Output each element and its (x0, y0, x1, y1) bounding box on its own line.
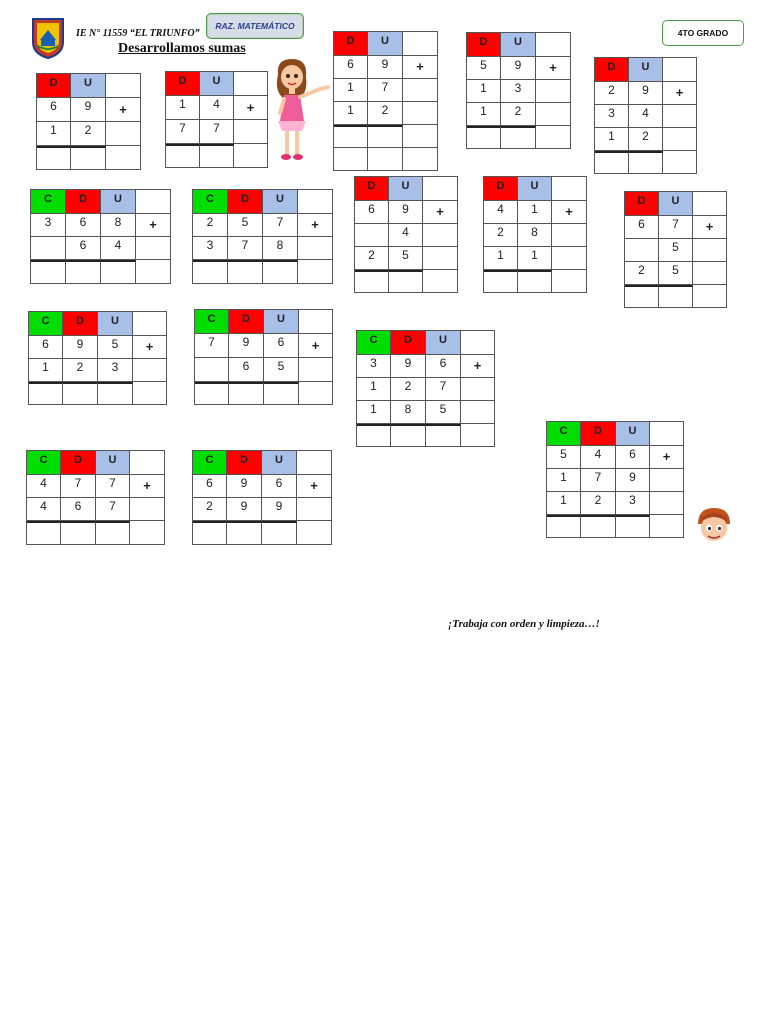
plus-sign: + (650, 446, 684, 469)
addition-exercise[interactable] (546, 421, 684, 538)
answer-cell[interactable] (501, 126, 536, 149)
addend-digit: 2 (391, 378, 426, 401)
empty-cell (552, 247, 587, 270)
answer-cell[interactable] (616, 515, 650, 538)
addend-digit: 8 (518, 224, 552, 247)
addend-digit: 5 (228, 214, 263, 237)
operator-cell (403, 32, 438, 56)
empty-cell (136, 260, 171, 284)
addend-digit: 7 (200, 120, 234, 144)
operator-cell (106, 74, 141, 98)
empty-cell (130, 498, 165, 521)
answer-cell[interactable] (518, 270, 552, 293)
place-value-header-U: U (263, 190, 298, 214)
answer-cell[interactable] (547, 515, 581, 538)
place-value-header-D: D (229, 310, 264, 334)
addition-exercise[interactable] (194, 309, 333, 405)
operator-cell (663, 58, 697, 82)
answer-cell[interactable] (31, 260, 66, 284)
addend-digit: 3 (31, 214, 66, 237)
plus-sign: + (552, 201, 587, 224)
addition-exercise[interactable] (192, 450, 332, 545)
answer-cell[interactable] (625, 285, 659, 308)
empty-cell (693, 239, 727, 262)
addend-digit: 9 (391, 355, 426, 378)
empty-cell (403, 102, 438, 125)
addend-digit: 2 (629, 128, 663, 151)
girl-pointing-illustration (270, 55, 332, 163)
addend-digit: 6 (29, 336, 63, 359)
addend-digit (625, 239, 659, 262)
addend-digit: 1 (467, 80, 501, 103)
answer-cell[interactable] (262, 521, 297, 545)
addend-digit: 3 (595, 105, 629, 128)
empty-cell (650, 515, 684, 538)
place-value-header-U: U (426, 331, 461, 355)
answer-cell[interactable] (27, 521, 61, 545)
addend-digit: 9 (262, 498, 297, 521)
addend-digit: 4 (27, 475, 61, 498)
school-name: IE N° 11559 “EL TRIUNFO” (76, 28, 200, 39)
addend-digit: 7 (195, 334, 229, 358)
place-value-header-U: U (200, 72, 234, 96)
place-value-header-D: D (61, 451, 96, 475)
addend-digit: 1 (334, 79, 368, 102)
addend-digit: 1 (547, 492, 581, 515)
empty-cell (368, 148, 403, 171)
addend-digit: 6 (625, 216, 659, 239)
addend-digit: 2 (581, 492, 616, 515)
plus-sign: + (130, 475, 165, 498)
addend-digit: 6 (355, 201, 389, 224)
place-value-header-D: D (166, 72, 200, 96)
place-value-header-U: U (71, 74, 106, 98)
addend-digit: 2 (501, 103, 536, 126)
empty-cell (536, 126, 571, 149)
plus-sign: + (693, 216, 727, 239)
empty-cell (133, 382, 167, 405)
addend-digit (31, 237, 66, 260)
operator-cell (234, 72, 268, 96)
addend-digit: 8 (391, 401, 426, 424)
plus-sign: + (663, 82, 697, 105)
place-value-header-D: D (66, 190, 101, 214)
operator-cell (461, 331, 495, 355)
operator-cell (133, 312, 167, 336)
addend-digit: 6 (334, 56, 368, 79)
addend-digit: 4 (389, 224, 423, 247)
place-value-header-C: C (31, 190, 66, 214)
addend-digit: 1 (334, 102, 368, 125)
empty-cell (234, 144, 268, 168)
answer-cell[interactable] (71, 146, 106, 170)
addend-digit: 1 (467, 103, 501, 126)
answer-cell[interactable] (629, 151, 663, 174)
addend-digit: 3 (357, 355, 391, 378)
operator-cell (298, 190, 333, 214)
footer-message: ¡Trabaja con orden y limpieza…! (448, 618, 600, 630)
addend-digit: 7 (166, 120, 200, 144)
empty-cell (663, 151, 697, 174)
empty-cell (130, 521, 165, 545)
empty-cell (136, 237, 171, 260)
empty-cell (133, 359, 167, 382)
place-value-header-U: U (262, 451, 297, 475)
addend-digit: 3 (193, 237, 228, 260)
empty-cell (298, 237, 333, 260)
empty-cell (693, 285, 727, 308)
answer-cell[interactable] (200, 144, 234, 168)
addend-digit: 6 (264, 334, 299, 358)
addend-digit: 9 (501, 57, 536, 80)
place-value-header-U: U (629, 58, 663, 82)
operator-cell (552, 177, 587, 201)
empty-cell (299, 382, 333, 405)
addend-digit: 5 (659, 239, 693, 262)
addition-exercise[interactable] (483, 176, 587, 293)
place-value-header-D: D (37, 74, 71, 98)
addend-digit: 6 (66, 237, 101, 260)
addend-digit: 6 (66, 214, 101, 237)
addend-digit: 8 (263, 237, 298, 260)
addend-digit: 5 (547, 446, 581, 469)
place-value-header-U: U (518, 177, 552, 201)
place-value-header-D: D (63, 312, 98, 336)
place-value-header-U: U (659, 192, 693, 216)
empty-cell (423, 247, 458, 270)
place-value-header-U: U (101, 190, 136, 214)
place-value-header-D: D (484, 177, 518, 201)
addend-digit: 5 (426, 401, 461, 424)
operator-cell (299, 310, 333, 334)
addition-exercise[interactable] (26, 450, 165, 545)
addend-digit: 9 (616, 469, 650, 492)
empty-cell (106, 122, 141, 146)
place-value-header-U: U (98, 312, 133, 336)
answer-cell[interactable] (37, 146, 71, 170)
addend-digit: 5 (264, 358, 299, 382)
addend-digit: 9 (227, 475, 262, 498)
addend-digit: 7 (426, 378, 461, 401)
place-value-header-U: U (368, 32, 403, 56)
answer-cell[interactable] (355, 270, 389, 293)
place-value-header-D: D (595, 58, 629, 82)
empty-cell (461, 401, 495, 424)
answer-cell[interactable] (426, 424, 461, 447)
answer-cell[interactable] (195, 382, 229, 405)
addend-digit: 6 (193, 475, 227, 498)
place-value-header-U: U (96, 451, 130, 475)
place-value-header-D: D (625, 192, 659, 216)
addend-digit: 7 (61, 475, 96, 498)
answer-cell[interactable] (61, 521, 96, 545)
answer-cell[interactable] (368, 125, 403, 148)
addend-digit: 9 (63, 336, 98, 359)
addition-exercise[interactable] (165, 71, 268, 168)
addend-digit: 7 (263, 214, 298, 237)
addend-digit: 6 (426, 355, 461, 378)
addend-digit: 1 (166, 96, 200, 120)
addend-digit: 1 (29, 359, 63, 382)
addend-digit: 6 (616, 446, 650, 469)
addend-digit: 2 (193, 214, 228, 237)
addend-digit: 6 (61, 498, 96, 521)
answer-cell[interactable] (391, 424, 426, 447)
addition-exercise[interactable] (28, 311, 167, 405)
place-value-header-D: D (334, 32, 368, 56)
empty-cell (403, 79, 438, 102)
addend-digit: 4 (581, 446, 616, 469)
answer-cell[interactable] (166, 144, 200, 168)
addend-digit: 9 (629, 82, 663, 105)
empty-cell (693, 262, 727, 285)
addend-digit: 8 (101, 214, 136, 237)
answer-cell[interactable] (264, 382, 299, 405)
empty-cell (299, 358, 333, 382)
empty-cell (403, 148, 438, 171)
answer-cell[interactable] (229, 382, 264, 405)
answer-cell[interactable] (595, 151, 629, 174)
place-value-header-U: U (616, 422, 650, 446)
addend-digit: 1 (595, 128, 629, 151)
answer-cell[interactable] (581, 515, 616, 538)
addend-digit: 4 (200, 96, 234, 120)
place-value-header-U: U (389, 177, 423, 201)
addend-digit (195, 358, 229, 382)
place-value-header-U: U (501, 33, 536, 57)
addend-digit: 3 (98, 359, 133, 382)
answer-cell[interactable] (334, 125, 368, 148)
empty-cell (650, 469, 684, 492)
empty-cell (461, 378, 495, 401)
answer-cell[interactable] (659, 285, 693, 308)
operator-cell (650, 422, 684, 446)
answer-cell[interactable] (193, 260, 228, 284)
boy-illustration (692, 506, 738, 544)
addend-digit: 2 (368, 102, 403, 125)
empty-cell (334, 148, 368, 171)
addend-digit: 9 (227, 498, 262, 521)
empty-cell (650, 492, 684, 515)
answer-cell[interactable] (467, 126, 501, 149)
page-title: Desarrollamos sumas (118, 41, 246, 56)
place-value-header-D: D (355, 177, 389, 201)
addend-digit: 5 (98, 336, 133, 359)
addend-digit: 7 (581, 469, 616, 492)
addend-digit: 9 (71, 98, 106, 122)
addend-digit: 9 (389, 201, 423, 224)
place-value-header-U: U (264, 310, 299, 334)
addend-digit: 2 (484, 224, 518, 247)
place-value-header-D: D (391, 331, 426, 355)
addend-digit: 1 (484, 247, 518, 270)
addend-digit: 2 (625, 262, 659, 285)
answer-cell[interactable] (227, 521, 262, 545)
empty-cell (552, 270, 587, 293)
empty-cell (297, 521, 332, 545)
operator-cell (423, 177, 458, 201)
place-value-header-C: C (193, 190, 228, 214)
addend-digit: 9 (229, 334, 264, 358)
addend-digit: 3 (616, 492, 650, 515)
addition-exercise[interactable] (356, 330, 495, 447)
place-value-header-C: C (193, 451, 227, 475)
addend-digit: 2 (595, 82, 629, 105)
addend-digit: 6 (229, 358, 264, 382)
operator-cell (536, 33, 571, 57)
addition-exercise[interactable] (624, 191, 727, 308)
addend-digit: 4 (629, 105, 663, 128)
addend-digit: 6 (37, 98, 71, 122)
addition-exercise[interactable] (594, 57, 697, 174)
empty-cell (298, 260, 333, 284)
addition-exercise[interactable] (30, 189, 171, 284)
place-value-header-C: C (29, 312, 63, 336)
addition-exercise[interactable] (354, 176, 458, 293)
addend-digit: 2 (63, 359, 98, 382)
empty-cell (552, 224, 587, 247)
answer-cell[interactable] (263, 260, 298, 284)
addend-digit: 7 (96, 475, 130, 498)
plus-sign: + (536, 57, 571, 80)
operator-cell (297, 451, 332, 475)
operator-cell (130, 451, 165, 475)
empty-cell (234, 120, 268, 144)
addend-digit: 1 (357, 401, 391, 424)
place-value-header-C: C (547, 422, 581, 446)
place-value-header-C: C (195, 310, 229, 334)
addend-digit: 3 (501, 80, 536, 103)
empty-cell (106, 146, 141, 170)
addend-digit: 1 (518, 247, 552, 270)
answer-cell[interactable] (96, 521, 130, 545)
place-value-header-D: D (228, 190, 263, 214)
addend-digit: 5 (659, 262, 693, 285)
empty-cell (663, 128, 697, 151)
plus-sign: + (136, 214, 171, 237)
addition-exercise[interactable] (466, 32, 571, 149)
answer-cell[interactable] (101, 260, 136, 284)
answer-cell[interactable] (63, 382, 98, 405)
addend-digit: 4 (27, 498, 61, 521)
addition-exercise[interactable] (36, 73, 141, 170)
grade-badge: 4TO GRADO (662, 20, 744, 46)
addend-digit: 2 (355, 247, 389, 270)
subject-badge: RAZ. MATEMÁTICO (206, 13, 304, 39)
addend-digit: 6 (262, 475, 297, 498)
plus-sign: + (106, 98, 141, 122)
empty-cell (536, 103, 571, 126)
place-value-header-C: C (27, 451, 61, 475)
answer-cell[interactable] (484, 270, 518, 293)
place-value-header-D: D (227, 451, 262, 475)
plus-sign: + (133, 336, 167, 359)
addend-digit: 1 (357, 378, 391, 401)
school-crest-icon (30, 16, 66, 60)
addend-digit (355, 224, 389, 247)
answer-cell[interactable] (228, 260, 263, 284)
plus-sign: + (299, 334, 333, 358)
addend-digit: 4 (484, 201, 518, 224)
addend-digit: 4 (101, 237, 136, 260)
addend-digit: 5 (467, 57, 501, 80)
plus-sign: + (234, 96, 268, 120)
addend-digit: 7 (368, 79, 403, 102)
empty-cell (297, 498, 332, 521)
empty-cell (423, 270, 458, 293)
addition-exercise[interactable] (192, 189, 333, 284)
answer-cell[interactable] (29, 382, 63, 405)
addend-digit: 5 (389, 247, 423, 270)
addend-digit: 1 (37, 122, 71, 146)
plus-sign: + (403, 56, 438, 79)
addend-digit: 7 (228, 237, 263, 260)
answer-cell[interactable] (66, 260, 101, 284)
answer-cell[interactable] (193, 521, 227, 545)
answer-cell[interactable] (98, 382, 133, 405)
empty-cell (403, 125, 438, 148)
empty-cell (536, 80, 571, 103)
addend-digit: 7 (96, 498, 130, 521)
addition-exercise[interactable] (333, 31, 438, 171)
addend-digit: 2 (193, 498, 227, 521)
place-value-header-D: D (581, 422, 616, 446)
plus-sign: + (297, 475, 332, 498)
addend-digit: 1 (547, 469, 581, 492)
place-value-header-D: D (467, 33, 501, 57)
plus-sign: + (461, 355, 495, 378)
place-value-header-C: C (357, 331, 391, 355)
operator-cell (136, 190, 171, 214)
addend-digit: 9 (368, 56, 403, 79)
addend-digit: 2 (71, 122, 106, 146)
empty-cell (423, 224, 458, 247)
addend-digit: 7 (659, 216, 693, 239)
answer-cell[interactable] (389, 270, 423, 293)
operator-cell (693, 192, 727, 216)
answer-cell[interactable] (357, 424, 391, 447)
addend-digit: 1 (518, 201, 552, 224)
empty-cell (461, 424, 495, 447)
plus-sign: + (298, 214, 333, 237)
plus-sign: + (423, 201, 458, 224)
empty-cell (663, 105, 697, 128)
